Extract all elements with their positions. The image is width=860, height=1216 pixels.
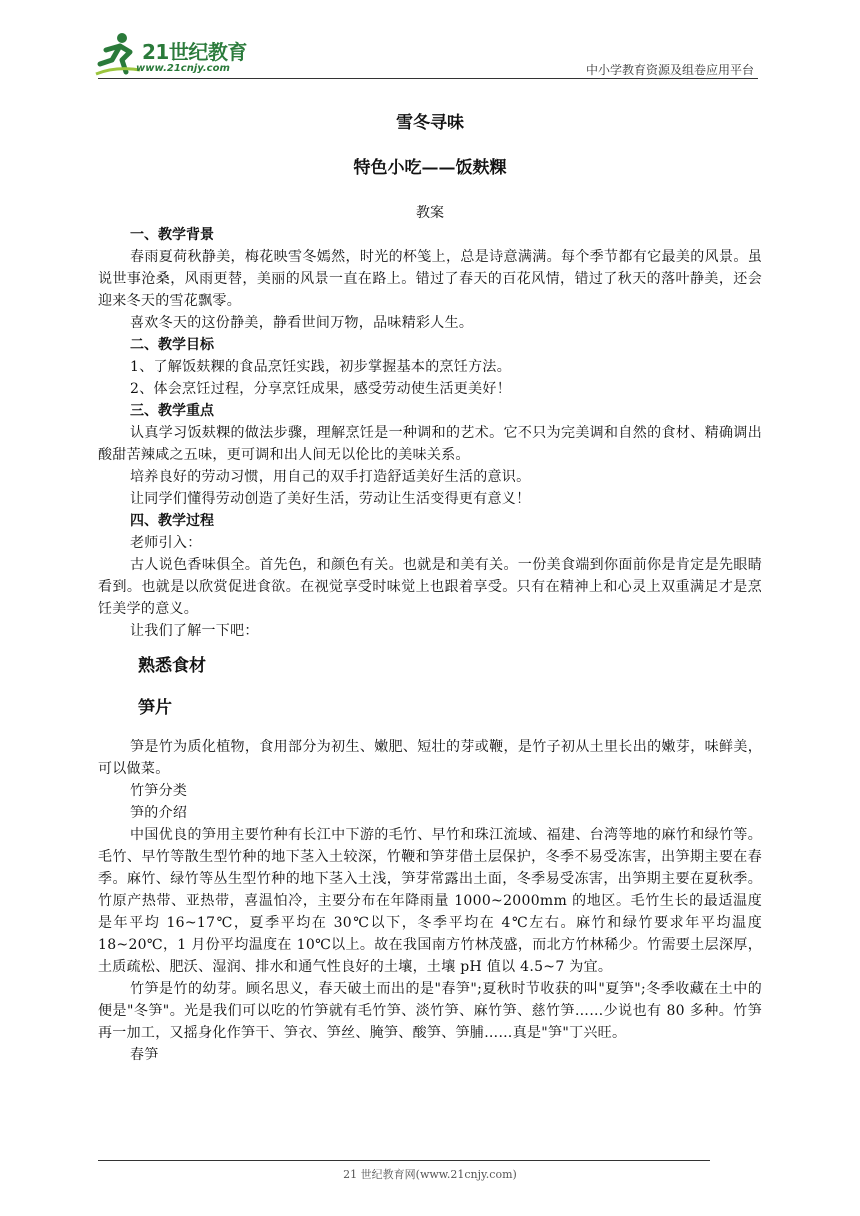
section-bamboo-shoots: 笋片 [138, 698, 172, 718]
doc-title: 雪冬寻味 [396, 113, 464, 133]
paragraph: 喜欢冬天的这份静美，静看世间万物，品味精彩人生。 [130, 315, 474, 331]
page-header [0, 0, 860, 80]
site-logo[interactable] [92, 30, 262, 80]
doc-subtitle: 特色小吃——饭麸粿 [353, 158, 507, 178]
paragraph: 认真学习饭麸粿的做法步骤，理解烹饪是一种调和的艺术。它不只为完美调和自然的食材、精确调出酸甜苦辣咸之五味，更可调和出人间无以伦比的美味关系。 [98, 425, 762, 463]
paragraph: 让同学们懂得劳动创造了美好生活，劳动让生活变得更有意义！ [130, 491, 531, 507]
runner-logo-icon [92, 30, 142, 76]
platform-name: 中小学教育资源及组卷应用平台 [585, 63, 754, 77]
paragraph: 中国优良的笋用主要竹种有长江中下游的毛竹、早竹和珠江流域、福建、台湾等地的麻竹和绿竹等。毛竹、早竹等散生型竹种的地下茎入土较深，竹鞭和笋芽借土层保护，冬季不易受冻害，出笋期主要在春季。麻竹、绿竹等丛生型竹种的地下茎入土浅，笋芽常露出土面，冬季易受冻害，出笋期主要在夏秋季。竹原产热带、亚热带，喜温怕冷，主要分布在年降雨量 1000~2000mm 的地区。毛竹生长的最适温度是年平均 16~17℃，夏季平均在 30℃以下，冬季平均在 4℃左右。麻竹和绿竹要求年平均温度 18~20℃，1 月份平均温度在 10℃以上。故在我国南方竹林茂盛，而北方竹林稀少。竹需要土层深厚，土质疏松、肥沃、湿润、排水和通气性良好的土壤，土壤 pH 值以 4.5~7 为宜。 [98, 827, 762, 975]
doc-label: 教案 [416, 205, 444, 221]
header-divider [98, 78, 758, 79]
paragraph: 2、体会烹饪过程，分享烹饪成果，感受劳动使生活更美好！ [130, 381, 512, 397]
paragraph: 笋的介绍 [130, 805, 188, 821]
paragraph: 竹笋分类 [130, 783, 188, 799]
section-heading-background: 一、教学背景 [130, 227, 214, 243]
logo-url: www.21cnjy.com [136, 63, 230, 74]
paragraph: 让我们了解一下吧： [130, 623, 259, 639]
section-heading-process: 四、教学过程 [130, 513, 214, 529]
paragraph: 笋是竹为质化植物，食用部分为初生、嫩肥、短壮的芽或鞭，是竹子初从土里长出的嫩芽，味鲜美，可以做菜。 [98, 739, 762, 777]
page-footer[interactable]: 21 世纪教育网(www.21cnjy.com) [343, 1168, 517, 1181]
section-heading-focus: 三、教学重点 [130, 403, 214, 419]
document-body [98, 104, 762, 1066]
section-heading-goals: 二、教学目标 [130, 337, 214, 353]
paragraph: 春笋 [130, 1047, 159, 1063]
paragraph: 古人说色香味俱全。首先色，和颜色有关。也就是和美有关。一份美食端到你面前你是肯定是先眼睛看到。也就是以欣赏促进食欲。在视觉享受时味觉上也跟着享受。只有在精神上和心灵上双重满足才是烹饪美学的意义。 [98, 557, 762, 617]
footer-divider [98, 1160, 710, 1161]
section-ingredients: 熟悉食材 [138, 656, 206, 676]
paragraph: 竹笋是竹的幼芽。顾名思义，春天破土而出的是"春笋";夏秋时节收获的叫"夏笋";冬季收藏在土中的便是"冬笋"。光是我们可以吃的竹笋就有毛竹笋、淡竹笋、麻竹笋、慈竹笋……少说也有 80 多种。竹笋再一加工，又摇身化作笋干、笋衣、笋丝、腌笋、酸笋、笋脯……真是"笋"丁兴旺。 [98, 981, 762, 1041]
paragraph: 1、了解饭麸粿的食品烹饪实践，初步掌握基本的烹饪方法。 [130, 359, 512, 375]
paragraph: 老师引入： [130, 535, 202, 551]
logo-text: 21世纪教育 [142, 40, 247, 64]
paragraph: 春雨夏荷秋静美，梅花映雪冬嫣然，时光的杯笺上，总是诗意满满。每个季节都有它最美的风景。虽说世事沧桑，风雨更替，美丽的风景一直在路上。错过了春天的百花风情，错过了秋天的落叶静美，还会迎来冬天的雪花飘零。 [98, 249, 762, 309]
paragraph: 培养良好的劳动习惯，用自己的双手打造舒适美好生活的意识。 [130, 469, 531, 485]
